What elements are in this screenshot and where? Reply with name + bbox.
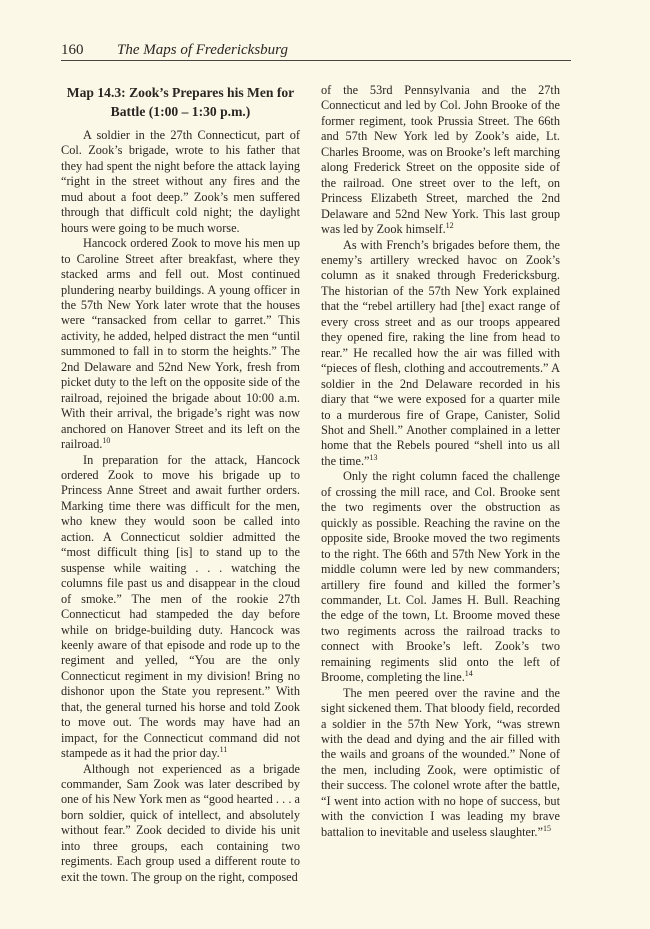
footnote-ref[interactable]: 12 — [445, 221, 454, 231]
paragraph — [61, 762, 300, 886]
paragraph-text: A soldier in the 27th Connecticut, part of Col. Zook’s brigade, wrote to his father that they had spent the night before the attack laying “right in the street without any fires and the mud about a foot deep.” Zook’s men suffered through that difficult cold night; the daylight hours were going to be much worse. — [61, 128, 300, 235]
book-title: The Maps of Fredericksburg — [117, 42, 288, 58]
page-number: 160 — [61, 42, 84, 58]
paragraph — [321, 238, 560, 470]
paragraph — [61, 128, 300, 236]
running-header — [61, 40, 571, 61]
footnote-ref[interactable]: 15 — [542, 823, 551, 833]
paragraph — [61, 453, 300, 762]
paragraph-text: Hancock ordered Zook to move his men up to Caroline Street after breakfast, where they stacked arms and fell out. Most continued plundering nearby buildings. A young officer in the 57th New York later wrote that the houses were “ransacked from cellar to garret.” This activity, he added, helped distract the men “until summoned to fall in to storm the heights.” The 2nd Delaware and 52nd New York, fresh from picket duty to the left on the opposite side of the railroad, rejoined the brigade about 10:00 a.m. With their arrival, the brigade’s right was now anchored on Hanover Street and its left on the railroad. — [61, 236, 300, 452]
paragraph — [321, 469, 560, 685]
paragraph-text: The men peered over the ravine and the sight sickened them. That bloody field, recorded a soldier in the 57th New York, “was strewn with the dead and dying and the air filled with the wails and groans of the wounded.” None of the men, including Zook, were optimistic of their success. The colonel wrote after the battle, “I went into action with no hope of success, but with the conviction I was leading my brave battalion to inevitable and useless slaughter.” — [321, 685, 560, 839]
paragraph-text: Although not experienced as a brigade commander, Sam Zook was later described by one of his New York men as “good hearted . . . a born soldier, quick of intellect, and absolutely without fear.” Zook decided to divide his unit into three groups, each containing two regiments. Each group used a different route to exit the town. The group on the right, composed — [61, 761, 300, 884]
footnote-ref[interactable]: 10 — [102, 436, 111, 446]
paragraph-text: of the 53rd Pennsylvania and the 27th Connecticut and led by Col. John Brooke of the former regiment, took Prussia Street. The 66th and 57th New York led by Zook’s aide, Lt. Charles Broome, was on Brooke’s left marching along Frederick Street on the opposite side of the railroad. One street over to the left, on Princess Elizabeth Street, marched the 2nd Delaware and 52nd New York. This last group was led by Zook himself. — [321, 83, 560, 237]
paragraph — [61, 236, 300, 452]
paragraph-text: Only the right column faced the challenge of crossing the mill race, and Col. Brooke sent the two regiments over the obstruction as quickly as possible. Reaching the ravine on the opposite side, Brooke moved the two regiments to the right. The 66th and 57th New York in the middle column were led by new commanders; artillery fire found and killed the former’s commander, Lt. Col. James H. Bull. Reaching the edge of the town, Lt. Broome moved these two regiments across the railroad tracks to connect with Brooke’s left. Zook’s two remaining regiments slid onto the left of Broome, completing the line. — [321, 469, 560, 685]
footnote-ref[interactable]: 13 — [369, 452, 378, 462]
paragraph-text: In preparation for the attack, Hancock ordered Zook to move his brigade up to Princess Anne Street and await further orders. Marking time there was difficult for the men, who knew they would soon be called into action. A Connecticut soldier admitted the “most difficult thing [is] to stand up to the suspense while waiting . . . watching the columns file past us and disappear in the cloud of smoke.” The men of the rookie 27th Connecticut had stampeded the day before while on bridge-building duty. Hancock was keenly aware of that episode and rode up to the regiment and yelled, “You are the only Connecticut regiment in my division! Bring no dishonor upon the State you represent.” With that, the general turned his horse and told Zook to move out. The words may have had an impact, for the Connecticut command did not stampede as it had the prior day. — [61, 452, 300, 761]
paragraph-text: As with French’s brigades before them, the enemy’s artillery wrecked havoc on Zook’s column as it snaked through Fredericksburg. The historian of the 57th New York explained that the “rebel artillery had [the] exact range of every cross street and as our troops appeared they opened fire, raking the line from head to rear.” He recalled how the air was filled with “pieces of flesh, clothing and accoutrements.” A soldier in the 2nd Delaware recorded in his diary that “we were exposed for a quarter mile to a murderous fire of Grape, Canister, Solid Shot and Shell.” Another complained in a letter home that the Rebels poured “shell into us all the time.” — [321, 237, 560, 468]
paragraph — [321, 686, 560, 841]
paragraph — [321, 83, 560, 238]
left-column — [61, 83, 300, 885]
footnote-ref[interactable]: 11 — [219, 745, 228, 755]
section-heading: Map 14.3: Zook’s Prepares his Men for Battle (1:00 – 1:30 p.m.) — [66, 85, 295, 119]
right-column — [321, 83, 560, 840]
footnote-ref[interactable]: 14 — [464, 669, 473, 679]
